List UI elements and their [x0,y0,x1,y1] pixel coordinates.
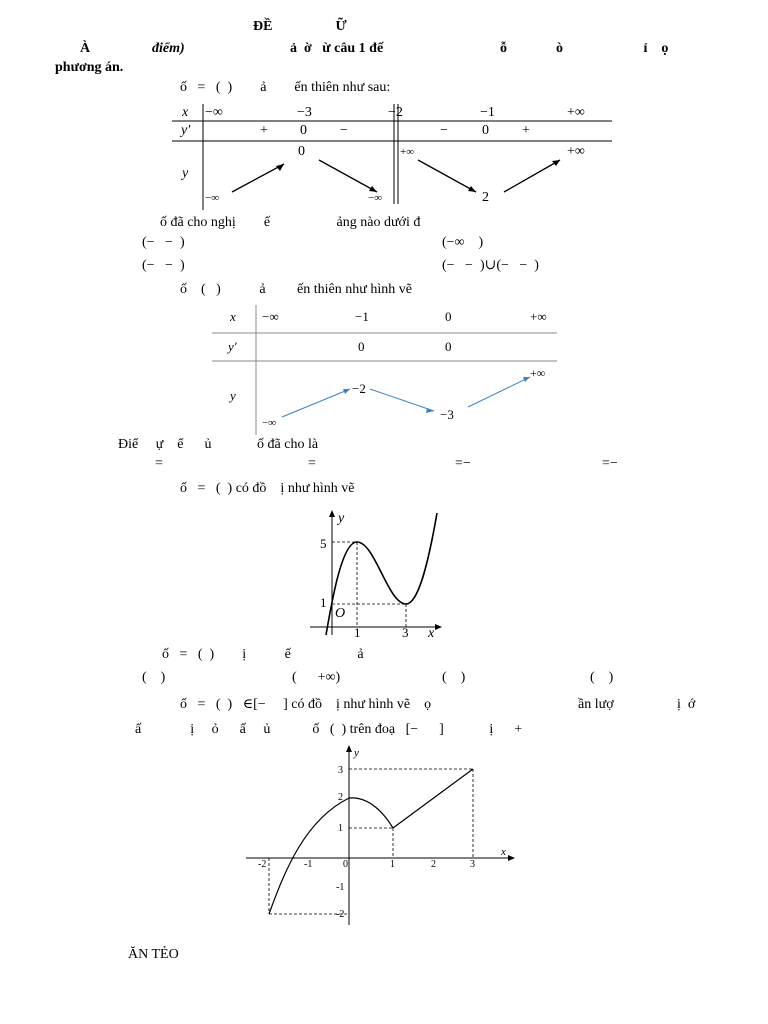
q4-y-tick-2: 2 [338,792,343,803]
q3-x-label: x [428,626,435,640]
q3-y-label: y [338,511,345,526]
q2-variation-table [212,305,557,435]
q1-y-neg-inf-left: −∞ [205,192,220,204]
q1-x-minus2: −2 [388,105,403,120]
q4-x-tick-0: 0 [343,859,348,870]
q3-option-a[interactable]: ( ) [142,670,166,685]
q4-stem-part4: ấ ị ỏ ấ ủ ố ( ) trên đoạ [− ] ị + [135,722,523,737]
q4-y-tick-1: 1 [338,823,343,834]
q1-y-min: 2 [482,190,489,205]
q4-x-tick-m2: -2 [258,859,267,870]
q3-origin-label: O [335,606,346,621]
part-points: điểm) [152,41,185,56]
q2-option-b[interactable]: = [308,456,316,471]
q1-option-c[interactable]: (− − ) [142,258,185,273]
q4-x-label: x [501,846,506,858]
q3-option-d[interactable]: ( ) [590,670,614,685]
q4-curve [269,769,473,914]
q4-x-tick-1: 1 [390,859,395,870]
q2-y-min: −3 [440,407,454,422]
q2-x-label: x [230,309,236,324]
q1-x-minus3: −3 [297,105,312,120]
q4-y-tick-m2: -2 [336,909,345,920]
q1-variation-table [172,104,612,210]
q2-x-pos-inf: +∞ [530,309,547,324]
q1-y-max: 0 [298,144,305,159]
instruction-text: ả ờ ừ câu 1 đế [290,41,384,56]
q1-x-label: x [182,105,189,120]
q2-x-minus1: −1 [355,309,369,324]
q2-y-neg-inf: −∞ [262,417,277,429]
q3-x-tick-3: 3 [402,625,409,640]
q2-x-neg-inf: −∞ [262,309,279,324]
q2-question: Điể ự ể ủ ố đã cho là [118,437,319,452]
q1-y-neg-inf-right: −∞ [368,192,383,204]
q2-option-d[interactable]: =− [602,456,618,471]
q2-yp-label: y′ [228,339,237,354]
q2-y-pos-inf: +∞ [530,366,546,380]
q2-stem: ố ( ) ả ến thiên như hình vẽ [180,282,412,297]
q4-x-tick-m1: -1 [304,859,313,870]
q2-yp-zero-2: 0 [445,339,452,354]
q4-stem-part1: ố = ( ) ∈[− ] có đồ ị như hình vẽ ọ [180,697,432,712]
q2-option-c[interactable]: =− [455,456,471,471]
q1-x-minus1: −1 [480,105,495,120]
q4-stem-part2: ần lượ [578,697,614,712]
footer-text: ĂN TẺO [128,947,179,962]
q3-y-tick-5: 5 [320,536,327,551]
q1-option-d[interactable]: (− − )∪(− − ) [442,258,539,273]
q1-yp-plus-2: + [522,123,530,138]
q1-option-b[interactable]: (−∞ ) [442,235,484,250]
q1-y-label: y [182,166,189,181]
q3-y-tick-1: 1 [320,595,327,610]
q3-question: ố = ( ) ị ế ả [162,647,364,662]
q1-yp-minus-1: − [340,123,348,138]
q3-stem: ố = ( ) có đồ ị như hình vẽ [180,481,355,496]
q1-yp-zero-1: 0 [300,123,307,138]
q2-y-label: y [230,388,236,403]
q4-x-tick-3: 3 [470,859,475,870]
q4-y-label: y [354,747,359,759]
exam-title: ĐỀ Ữ [253,19,347,34]
q1-option-a[interactable]: (− − ) [142,235,185,250]
q1-yp-plus-1: + [260,123,268,138]
q1-y-pos-inf-left: +∞ [400,146,415,158]
q4-x-tick-2: 2 [431,859,436,870]
q2-x-zero: 0 [445,309,452,324]
q2-option-a[interactable]: = [155,456,163,471]
q3-option-c[interactable]: ( ) [442,670,466,685]
q1-yp-minus-2: − [440,123,448,138]
instruction-phuong-an: phương án. [55,60,124,75]
q1-yp-label: y′ [181,123,191,138]
q2-yp-zero-1: 0 [358,339,365,354]
q1-stem: ố = ( ) ả ến thiên như sau: [180,80,391,95]
part-label: À [80,41,91,56]
q1-x-pos-inf: +∞ [567,105,585,120]
instruction-text-cont: ỗ ò ỉ ọ [500,41,669,56]
q1-question: ố đã cho nghị ế ảng nào dưới đ [160,215,421,230]
q1-x-neg-inf: −∞ [205,105,223,120]
q1-y-pos-inf-right: +∞ [567,144,585,159]
q1-yp-zero-2: 0 [482,123,489,138]
q3-option-b[interactable]: ( +∞) [292,670,341,685]
q4-graph [240,740,520,930]
q3-graph [300,505,445,640]
q3-x-tick-1: 1 [354,625,361,640]
q4-y-tick-3: 3 [338,765,343,776]
q4-stem-part3: ị ớ [677,697,696,712]
q4-y-tick-m1: -1 [336,882,345,893]
q2-y-max: −2 [352,381,366,396]
